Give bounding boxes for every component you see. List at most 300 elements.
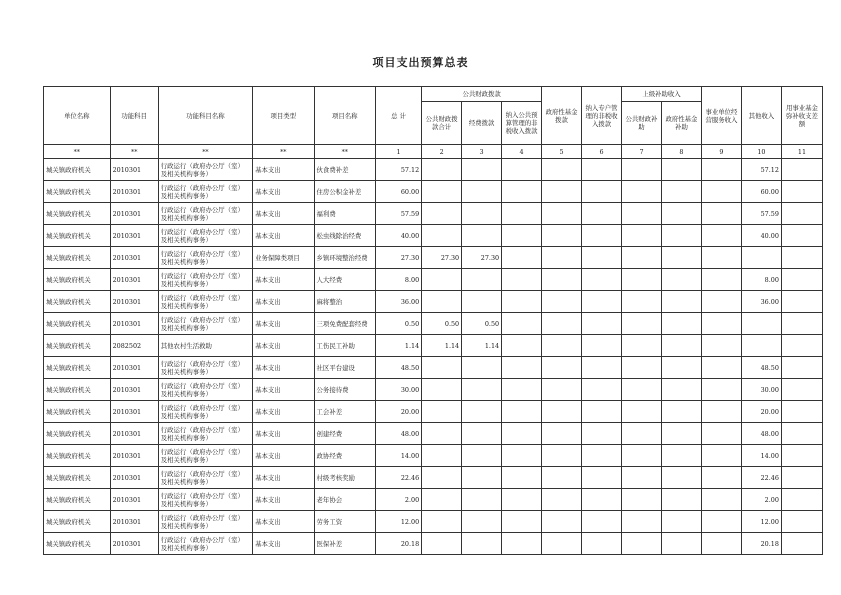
- header-fund-expense: 经费拨款: [462, 102, 502, 145]
- cell-gov-fund: [542, 357, 582, 379]
- index-cell: 7: [622, 145, 662, 159]
- cell-public-subtotal: [422, 225, 462, 247]
- cell-service-income: [701, 401, 741, 423]
- cell-gov-fund: [542, 181, 582, 203]
- cell-func-name: 行政运行（政府办公厅（室）及相关机构事务）: [158, 247, 252, 269]
- cell-public-subtotal: [422, 379, 462, 401]
- cell-func-name: 行政运行（政府办公厅（室）及相关机构事务）: [158, 533, 252, 555]
- cell-nontax-revenue: [502, 247, 542, 269]
- table-header: [44, 87, 823, 145]
- cell-func-code: 2010301: [110, 203, 158, 225]
- index-cell: 1: [376, 145, 422, 159]
- cell-special-account: [582, 335, 622, 357]
- cell-total: 20.18: [376, 533, 422, 555]
- cell-other-income: 48.50: [741, 357, 781, 379]
- cell-nontax-revenue: [502, 203, 542, 225]
- cell-total: 48.00: [376, 423, 422, 445]
- cell-upper-public: [622, 445, 662, 467]
- cell-upper-public: [622, 335, 662, 357]
- cell-service-income: [701, 181, 741, 203]
- cell-upper-public: [622, 181, 662, 203]
- cell-proj-name: 公务接待费: [314, 379, 375, 401]
- cell-upper-public: [622, 269, 662, 291]
- cell-nontax-revenue: [502, 489, 542, 511]
- cell-total: 57.59: [376, 203, 422, 225]
- cell-public-subtotal: [422, 159, 462, 181]
- cell-service-income: [701, 357, 741, 379]
- cell-func-code: 2010301: [110, 533, 158, 555]
- cell-fund-expense: [462, 401, 502, 423]
- index-cell: 2: [422, 145, 462, 159]
- cell-proj-type: 基本支出: [253, 181, 314, 203]
- cell-nontax-revenue: [502, 533, 542, 555]
- cell-nontax-revenue: [502, 291, 542, 313]
- index-cell: 3: [462, 145, 502, 159]
- table-row: [44, 225, 823, 247]
- cell-func-name: 行政运行（政府办公厅（室）及相关机构事务）: [158, 445, 252, 467]
- cell-proj-name: 劳务工资: [314, 511, 375, 533]
- index-cell: 4: [502, 145, 542, 159]
- table-row: [44, 159, 823, 181]
- cell-proj-name: 村级考核奖励: [314, 467, 375, 489]
- cell-proj-type: 基本支出: [253, 489, 314, 511]
- table-row: [44, 269, 823, 291]
- cell-special-account: [582, 445, 622, 467]
- cell-service-income: [701, 159, 741, 181]
- index-cell: **: [44, 145, 111, 159]
- cell-func-code: 2010301: [110, 181, 158, 203]
- cell-proj-type: 基本支出: [253, 357, 314, 379]
- page-title: 项目支出预算总表: [372, 56, 469, 69]
- cell-nontax-revenue: [502, 335, 542, 357]
- cell-public-subtotal: [422, 269, 462, 291]
- cell-other-income: 57.59: [741, 203, 781, 225]
- cell-unit: 城关镇政府机关: [44, 489, 111, 511]
- cell-nontax-revenue: [502, 511, 542, 533]
- cell-proj-type: 基本支出: [253, 269, 314, 291]
- cell-nontax-revenue: [502, 181, 542, 203]
- cell-func-code: 2010301: [110, 489, 158, 511]
- table-row: [44, 467, 823, 489]
- cell-func-code: 2010301: [110, 357, 158, 379]
- cell-public-subtotal: [422, 467, 462, 489]
- cell-special-account: [582, 203, 622, 225]
- cell-other-income: 8.00: [741, 269, 781, 291]
- cell-proj-type: 基本支出: [253, 401, 314, 423]
- cell-service-income: [701, 511, 741, 533]
- cell-special-account: [582, 401, 622, 423]
- cell-proj-name: 创建经费: [314, 423, 375, 445]
- header-service-income: 事业单位经营服务收入: [701, 87, 741, 145]
- cell-func-name: 行政运行（政府办公厅（室）及相关机构事务）: [158, 401, 252, 423]
- table-row: [44, 379, 823, 401]
- cell-upper-public: [622, 159, 662, 181]
- cell-gov-fund: [542, 423, 582, 445]
- cell-special-account: [582, 511, 622, 533]
- cell-prior-balance: [781, 335, 822, 357]
- cell-func-name: 行政运行（政府办公厅（室）及相关机构事务）: [158, 269, 252, 291]
- cell-nontax-revenue: [502, 445, 542, 467]
- cell-proj-name: 政协经费: [314, 445, 375, 467]
- header-upper-public: 公共财政补助: [622, 102, 662, 145]
- cell-special-account: [582, 225, 622, 247]
- cell-other-income: 14.00: [741, 445, 781, 467]
- cell-proj-name: 医保补差: [314, 533, 375, 555]
- cell-gov-fund: [542, 225, 582, 247]
- cell-proj-type: 基本支出: [253, 203, 314, 225]
- cell-upper-gov-fund: [661, 533, 701, 555]
- table-row: [44, 357, 823, 379]
- cell-fund-expense: 0.50: [462, 313, 502, 335]
- cell-upper-public: [622, 511, 662, 533]
- cell-proj-name: 乡镇环境整治经费: [314, 247, 375, 269]
- index-cell: **: [253, 145, 314, 159]
- cell-prior-balance: [781, 225, 822, 247]
- cell-fund-expense: [462, 423, 502, 445]
- cell-proj-name: 社区平台建设: [314, 357, 375, 379]
- cell-fund-expense: [462, 489, 502, 511]
- cell-func-name: 行政运行（政府办公厅（室）及相关机构事务）: [158, 203, 252, 225]
- cell-upper-gov-fund: [661, 467, 701, 489]
- cell-func-code: 2010301: [110, 379, 158, 401]
- cell-func-name: 行政运行（政府办公厅（室）及相关机构事务）: [158, 225, 252, 247]
- table-row: [44, 313, 823, 335]
- cell-func-code: 2010301: [110, 511, 158, 533]
- cell-func-code: 2010301: [110, 269, 158, 291]
- cell-public-subtotal: [422, 423, 462, 445]
- cell-other-income: 30.00: [741, 379, 781, 401]
- cell-special-account: [582, 269, 622, 291]
- cell-fund-expense: [462, 181, 502, 203]
- cell-public-subtotal: [422, 401, 462, 423]
- cell-upper-public: [622, 225, 662, 247]
- index-cell: **: [314, 145, 375, 159]
- cell-upper-public: [622, 357, 662, 379]
- cell-fund-expense: [462, 203, 502, 225]
- index-cell: 9: [701, 145, 741, 159]
- cell-other-income: 2.00: [741, 489, 781, 511]
- cell-func-name: 行政运行（政府办公厅（室）及相关机构事务）: [158, 181, 252, 203]
- table-row: [44, 335, 823, 357]
- cell-prior-balance: [781, 467, 822, 489]
- cell-prior-balance: [781, 401, 822, 423]
- cell-upper-public: [622, 467, 662, 489]
- cell-special-account: [582, 489, 622, 511]
- cell-service-income: [701, 269, 741, 291]
- cell-gov-fund: [542, 335, 582, 357]
- cell-public-subtotal: [422, 445, 462, 467]
- header-public-subtotal: 公共财政拨款合计: [422, 102, 462, 145]
- index-cell: **: [110, 145, 158, 159]
- cell-other-income: 57.12: [741, 159, 781, 181]
- cell-unit: 城关镇政府机关: [44, 203, 111, 225]
- cell-upper-public: [622, 379, 662, 401]
- header-unit: 单位名称: [44, 87, 111, 145]
- cell-special-account: [582, 357, 622, 379]
- cell-public-subtotal: [422, 181, 462, 203]
- cell-proj-type: 基本支出: [253, 445, 314, 467]
- cell-proj-name: 松虫线除治经费: [314, 225, 375, 247]
- cell-nontax-revenue: [502, 269, 542, 291]
- cell-unit: 城关镇政府机关: [44, 159, 111, 181]
- cell-prior-balance: [781, 313, 822, 335]
- cell-unit: 城关镇政府机关: [44, 533, 111, 555]
- cell-service-income: [701, 489, 741, 511]
- cell-prior-balance: [781, 159, 822, 181]
- header-other-income: 其他收入: [741, 87, 781, 145]
- cell-upper-gov-fund: [661, 401, 701, 423]
- cell-total: 60.00: [376, 181, 422, 203]
- column-index-row: [44, 145, 823, 159]
- cell-fund-expense: [462, 357, 502, 379]
- cell-special-account: [582, 467, 622, 489]
- cell-gov-fund: [542, 159, 582, 181]
- header-nontax-revenue: 纳入公共预算管理的非税收入拨款: [502, 102, 542, 145]
- cell-total: 27.30: [376, 247, 422, 269]
- cell-fund-expense: [462, 269, 502, 291]
- cell-fund-expense: [462, 467, 502, 489]
- cell-special-account: [582, 159, 622, 181]
- cell-prior-balance: [781, 489, 822, 511]
- cell-upper-gov-fund: [661, 445, 701, 467]
- cell-gov-fund: [542, 511, 582, 533]
- cell-upper-public: [622, 401, 662, 423]
- cell-special-account: [582, 247, 622, 269]
- table-row: [44, 181, 823, 203]
- cell-special-account: [582, 181, 622, 203]
- cell-func-name: 行政运行（政府办公厅（室）及相关机构事务）: [158, 423, 252, 445]
- cell-upper-gov-fund: [661, 225, 701, 247]
- cell-proj-name: 工伤民工补助: [314, 335, 375, 357]
- cell-func-code: 2010301: [110, 467, 158, 489]
- cell-proj-name: 伙食费补差: [314, 159, 375, 181]
- cell-gov-fund: [542, 489, 582, 511]
- cell-unit: 城关镇政府机关: [44, 401, 111, 423]
- cell-service-income: [701, 203, 741, 225]
- table-body: [44, 145, 823, 555]
- cell-unit: 城关镇政府机关: [44, 291, 111, 313]
- cell-unit: 城关镇政府机关: [44, 225, 111, 247]
- header-proj-name: 项目名称: [314, 87, 375, 145]
- cell-func-code: 2082502: [110, 335, 158, 357]
- cell-total: 22.46: [376, 467, 422, 489]
- cell-upper-gov-fund: [661, 313, 701, 335]
- cell-service-income: [701, 423, 741, 445]
- cell-other-income: [741, 247, 781, 269]
- cell-public-subtotal: [422, 489, 462, 511]
- cell-upper-public: [622, 313, 662, 335]
- cell-proj-name: 福利费: [314, 203, 375, 225]
- cell-func-name: 其他农村生活救助: [158, 335, 252, 357]
- cell-special-account: [582, 313, 622, 335]
- cell-upper-gov-fund: [661, 181, 701, 203]
- cell-proj-type: 基本支出: [253, 159, 314, 181]
- cell-prior-balance: [781, 533, 822, 555]
- cell-fund-expense: [462, 291, 502, 313]
- cell-other-income: [741, 313, 781, 335]
- cell-other-income: 36.00: [741, 291, 781, 313]
- cell-total: 36.00: [376, 291, 422, 313]
- cell-proj-name: 三项免费配套经费: [314, 313, 375, 335]
- cell-func-name: 行政运行（政府办公厅（室）及相关机构事务）: [158, 357, 252, 379]
- table-row: [44, 401, 823, 423]
- cell-service-income: [701, 225, 741, 247]
- cell-fund-expense: [462, 511, 502, 533]
- cell-func-name: 行政运行（政府办公厅（室）及相关机构事务）: [158, 511, 252, 533]
- cell-proj-type: 基本支出: [253, 313, 314, 335]
- cell-service-income: [701, 247, 741, 269]
- cell-special-account: [582, 533, 622, 555]
- cell-gov-fund: [542, 203, 582, 225]
- table-row: [44, 423, 823, 445]
- index-cell: 8: [661, 145, 701, 159]
- cell-public-subtotal: [422, 533, 462, 555]
- cell-prior-balance: [781, 181, 822, 203]
- cell-service-income: [701, 379, 741, 401]
- cell-nontax-revenue: [502, 225, 542, 247]
- cell-nontax-revenue: [502, 423, 542, 445]
- cell-prior-balance: [781, 247, 822, 269]
- header-public-fiscal: 公共财政拨款: [422, 87, 542, 102]
- cell-upper-public: [622, 423, 662, 445]
- cell-proj-name: 工会补差: [314, 401, 375, 423]
- cell-total: 30.00: [376, 379, 422, 401]
- cell-upper-gov-fund: [661, 291, 701, 313]
- cell-other-income: 12.00: [741, 511, 781, 533]
- header-func-code: 功能科目: [110, 87, 158, 145]
- table-row: [44, 203, 823, 225]
- header-gov-fund: 政府性基金拨款: [542, 87, 582, 145]
- cell-func-name: 行政运行（政府办公厅（室）及相关机构事务）: [158, 467, 252, 489]
- cell-proj-type: 基本支出: [253, 423, 314, 445]
- cell-gov-fund: [542, 269, 582, 291]
- cell-gov-fund: [542, 313, 582, 335]
- cell-upper-gov-fund: [661, 423, 701, 445]
- cell-total: 2.00: [376, 489, 422, 511]
- cell-service-income: [701, 467, 741, 489]
- cell-nontax-revenue: [502, 159, 542, 181]
- header-total: 总 计: [376, 87, 422, 145]
- cell-total: 48.50: [376, 357, 422, 379]
- index-cell: 5: [542, 145, 582, 159]
- table-row: [44, 445, 823, 467]
- cell-total: 40.00: [376, 225, 422, 247]
- cell-service-income: [701, 445, 741, 467]
- cell-total: 57.12: [376, 159, 422, 181]
- cell-func-name: 行政运行（政府办公厅（室）及相关机构事务）: [158, 379, 252, 401]
- cell-unit: 城关镇政府机关: [44, 247, 111, 269]
- cell-upper-gov-fund: [661, 335, 701, 357]
- budget-table: [43, 86, 823, 555]
- cell-nontax-revenue: [502, 401, 542, 423]
- cell-func-code: 2010301: [110, 423, 158, 445]
- cell-proj-type: 基本支出: [253, 533, 314, 555]
- cell-upper-gov-fund: [661, 489, 701, 511]
- cell-proj-name: 老年协会: [314, 489, 375, 511]
- cell-proj-name: 麻将整治: [314, 291, 375, 313]
- cell-total: 1.14: [376, 335, 422, 357]
- cell-fund-expense: [462, 379, 502, 401]
- cell-gov-fund: [542, 291, 582, 313]
- cell-upper-gov-fund: [661, 511, 701, 533]
- header-upper-gov-fund: 政府性基金补助: [661, 102, 701, 145]
- table-row: [44, 533, 823, 555]
- cell-prior-balance: [781, 291, 822, 313]
- cell-func-name: 行政运行（政府办公厅（室）及相关机构事务）: [158, 313, 252, 335]
- cell-public-subtotal: [422, 357, 462, 379]
- cell-special-account: [582, 423, 622, 445]
- cell-public-subtotal: 27.30: [422, 247, 462, 269]
- cell-func-code: 2010301: [110, 247, 158, 269]
- index-cell: **: [158, 145, 252, 159]
- cell-service-income: [701, 313, 741, 335]
- cell-fund-expense: [462, 225, 502, 247]
- cell-other-income: 20.00: [741, 401, 781, 423]
- cell-unit: 城关镇政府机关: [44, 423, 111, 445]
- cell-proj-type: 基本支出: [253, 511, 314, 533]
- cell-proj-name: 人大经费: [314, 269, 375, 291]
- cell-gov-fund: [542, 401, 582, 423]
- cell-unit: 城关镇政府机关: [44, 379, 111, 401]
- header-upper-subsidy: 上级补助收入: [622, 87, 702, 102]
- cell-prior-balance: [781, 445, 822, 467]
- cell-unit: 城关镇政府机关: [44, 445, 111, 467]
- cell-nontax-revenue: [502, 467, 542, 489]
- cell-total: 8.00: [376, 269, 422, 291]
- cell-gov-fund: [542, 379, 582, 401]
- cell-upper-public: [622, 533, 662, 555]
- cell-other-income: 40.00: [741, 225, 781, 247]
- cell-prior-balance: [781, 269, 822, 291]
- cell-upper-public: [622, 489, 662, 511]
- cell-func-code: 2010301: [110, 445, 158, 467]
- cell-unit: 城关镇政府机关: [44, 181, 111, 203]
- cell-other-income: [741, 335, 781, 357]
- cell-prior-balance: [781, 203, 822, 225]
- cell-total: 12.00: [376, 511, 422, 533]
- cell-upper-gov-fund: [661, 269, 701, 291]
- cell-public-subtotal: [422, 511, 462, 533]
- cell-fund-expense: [462, 159, 502, 181]
- cell-prior-balance: [781, 511, 822, 533]
- cell-func-code: 2010301: [110, 401, 158, 423]
- cell-func-name: 行政运行（政府办公厅（室）及相关机构事务）: [158, 159, 252, 181]
- cell-unit: 城关镇政府机关: [44, 467, 111, 489]
- cell-unit: 城关镇政府机关: [44, 313, 111, 335]
- cell-special-account: [582, 379, 622, 401]
- cell-gov-fund: [542, 467, 582, 489]
- header-prior-balance: 用事业基金弥补收支差额: [781, 87, 822, 145]
- cell-other-income: 60.00: [741, 181, 781, 203]
- cell-other-income: 22.46: [741, 467, 781, 489]
- cell-nontax-revenue: [502, 379, 542, 401]
- cell-proj-type: 基本支出: [253, 335, 314, 357]
- cell-total: 20.00: [376, 401, 422, 423]
- cell-special-account: [582, 291, 622, 313]
- cell-gov-fund: [542, 247, 582, 269]
- cell-public-subtotal: 1.14: [422, 335, 462, 357]
- cell-func-code: 2010301: [110, 225, 158, 247]
- cell-fund-expense: 27.30: [462, 247, 502, 269]
- cell-service-income: [701, 291, 741, 313]
- index-cell: 10: [741, 145, 781, 159]
- cell-fund-expense: 1.14: [462, 335, 502, 357]
- cell-total: 0.50: [376, 313, 422, 335]
- cell-gov-fund: [542, 445, 582, 467]
- cell-upper-public: [622, 247, 662, 269]
- cell-unit: 城关镇政府机关: [44, 269, 111, 291]
- cell-proj-type: 基本支出: [253, 225, 314, 247]
